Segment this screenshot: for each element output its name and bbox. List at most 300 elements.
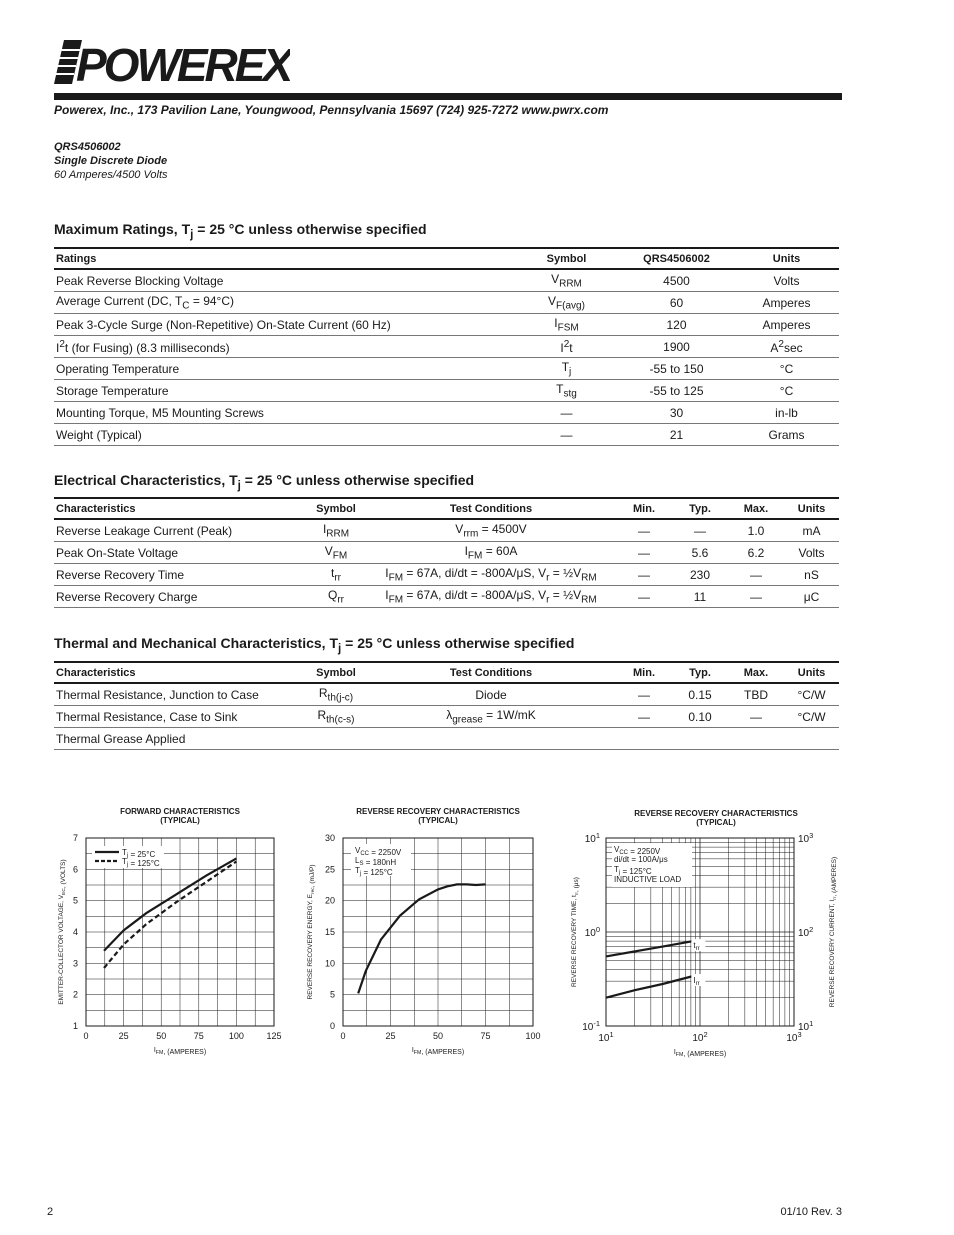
- max-ratings-heading: Maximum Ratings, $T_j = 25$ °C unless otherwise specified: [54, 221, 427, 241]
- test-conditions: [366, 586, 616, 608]
- x-tick-label: 25: [385, 1031, 396, 1041]
- x-tick-label: $10^3$: [786, 1030, 802, 1044]
- y2-tick-label: $10^2$: [798, 925, 814, 939]
- rating-symbol: [514, 424, 619, 446]
- text-fragment: —: [560, 405, 573, 420]
- brand-wordmark: POWEREX: [76, 39, 290, 86]
- chart-title: REVERSE RECOVERY CHARACTERISTICS: [356, 807, 520, 816]
- annotation-text: $T_j = 125^\circ C$: [614, 865, 652, 876]
- text-fragment: V: [548, 293, 557, 308]
- text-fragment: FM: [332, 550, 348, 562]
- y2-axis-label: REVERSE RECOVERY CURRENT, $I_{rr}$, (AMPERES): [829, 856, 838, 1008]
- x-tick-label: 0: [83, 1031, 89, 1041]
- electrical-heading: Electrical Characteristics, $T_j = 25$ °C unless otherwise specified: [54, 472, 475, 492]
- text-fragment: 0.10: [688, 709, 712, 724]
- x-tick-label: 75: [193, 1031, 204, 1041]
- text-fragment: Reverse Leakage Current (Peak): [56, 523, 233, 538]
- y-axis-label: EMITTER-COLLECTOR VOLTAGE, $V_{EC}$, (VOLTS): [58, 859, 67, 1005]
- text-fragment: V: [455, 521, 464, 536]
- characteristic-name: [54, 706, 306, 728]
- characteristic-name: [54, 542, 306, 564]
- rating-unit: [734, 292, 839, 314]
- text-fragment: = 94°C): [189, 293, 234, 308]
- text-fragment: TBD: [744, 687, 768, 702]
- text-fragment: Amperes: [762, 317, 811, 332]
- rating-value: [619, 358, 734, 380]
- company-address: Powerex, Inc., 173 Pavilion Lane, Youngwood, Pennsylvania 15697 (724) 925-7272 www.pwrx.com: [54, 103, 609, 117]
- table-row: [54, 706, 839, 728]
- value-unit: [784, 586, 839, 608]
- thermal-table: [54, 661, 839, 750]
- text-fragment: nS: [804, 567, 819, 582]
- value-max: [728, 683, 784, 706]
- col-header: Units: [784, 662, 839, 683]
- max-ratings-table: [54, 247, 839, 446]
- text-fragment: °C/W: [797, 687, 826, 702]
- text-fragment: I: [385, 587, 389, 602]
- text-fragment: A: [770, 340, 779, 355]
- text-fragment: = 67A, di/dt = -800A/μS, V: [403, 565, 547, 580]
- rating-name: [54, 314, 514, 336]
- x-tick-label: 75: [480, 1031, 491, 1041]
- value-min: [616, 542, 672, 564]
- characteristic-symbol: [306, 683, 366, 706]
- text-fragment: stg: [563, 388, 577, 400]
- series-line-0: [104, 858, 236, 950]
- value-typ: [672, 519, 728, 542]
- rating-value: [619, 269, 734, 292]
- test-conditions: [366, 683, 616, 706]
- text-fragment: th(c-s): [326, 714, 355, 726]
- text-fragment: —: [638, 709, 650, 724]
- text-fragment: th(j-c): [327, 692, 354, 704]
- y-tick-label: 10: [324, 958, 335, 969]
- table-row: [54, 358, 839, 380]
- table-row: [54, 564, 839, 586]
- value-max: [728, 564, 784, 586]
- text-fragment: = 67A, di/dt = -800A/μS, V: [403, 587, 547, 602]
- characteristic-name: [54, 519, 306, 542]
- text-fragment: 120: [666, 317, 687, 332]
- text-fragment: C: [182, 300, 190, 312]
- text-fragment: λ: [446, 707, 453, 722]
- y2-tick-label: $10^1$: [798, 1019, 814, 1033]
- text-fragment: r: [546, 572, 550, 584]
- product-description: Single Discrete Diode: [54, 155, 168, 167]
- text-fragment: —: [750, 709, 762, 724]
- text-fragment: rr: [337, 594, 344, 606]
- text-fragment: Weight (Typical): [56, 427, 142, 442]
- series-label: $I_{rr}$: [693, 976, 700, 988]
- text-fragment: V: [324, 543, 333, 558]
- x-tick-label: 50: [156, 1031, 167, 1041]
- y-tick-label: 4: [72, 927, 78, 937]
- x-tick-label: $10^1$: [598, 1030, 614, 1044]
- col-header: Symbol: [514, 248, 619, 269]
- value-min: [616, 519, 672, 542]
- rating-name: [54, 336, 514, 358]
- value-max: [728, 519, 784, 542]
- col-header: Ratings: [54, 248, 514, 269]
- text-fragment: I: [385, 565, 389, 580]
- value-unit: [784, 564, 839, 586]
- annotation-text: di/dt = 100A/μs: [614, 855, 668, 864]
- revision-label: 01/10 Rev. 3: [780, 1206, 842, 1218]
- characteristic-name: [54, 564, 306, 586]
- annotation-text: $L_S = 180nH$: [355, 856, 397, 867]
- text-fragment: Thermal Grease Applied: [56, 731, 186, 746]
- text-fragment: 5.6: [691, 545, 709, 560]
- col-header: Max.: [728, 662, 784, 683]
- text-fragment: —: [694, 523, 706, 538]
- col-header: Min.: [616, 662, 672, 683]
- y-tick-label: 30: [324, 833, 335, 843]
- text-fragment: = ½V: [549, 565, 582, 580]
- text-fragment: °C: [779, 383, 794, 398]
- text-fragment: Peak On-State Voltage: [56, 545, 179, 560]
- text-fragment: j: [569, 366, 572, 378]
- text-fragment: 30: [669, 405, 684, 420]
- col-header: Max.: [728, 498, 784, 519]
- rating-value: [619, 424, 734, 446]
- text-fragment: Grams: [768, 427, 805, 442]
- col-header: Symbol: [306, 662, 366, 683]
- y-tick-label: $10^0$: [584, 925, 600, 939]
- legend-label: $T_j = 25^\circ C$: [122, 848, 156, 859]
- value-typ: [672, 564, 728, 586]
- col-header: Typ.: [672, 662, 728, 683]
- col-header: Typ.: [672, 498, 728, 519]
- text-fragment: rrm: [463, 528, 479, 540]
- text-fragment: R: [318, 685, 328, 700]
- value-typ: [672, 706, 728, 728]
- value-max: [728, 706, 784, 728]
- rating-value: [619, 402, 734, 424]
- text-fragment: t: [569, 340, 573, 355]
- text-fragment: grease: [452, 714, 483, 726]
- series-label: $t_{rr}$: [693, 941, 700, 953]
- text-fragment: —: [638, 523, 650, 538]
- text-fragment: —: [560, 427, 573, 442]
- text-fragment: FM: [388, 594, 404, 606]
- rating-value: [619, 314, 734, 336]
- table-row: [54, 314, 839, 336]
- value-min: [616, 564, 672, 586]
- text-fragment: = 4500V: [478, 521, 527, 536]
- rating-unit: [734, 269, 839, 292]
- rating-name: [54, 380, 514, 402]
- text-fragment: I: [554, 315, 558, 330]
- col-header: Symbol: [306, 498, 366, 519]
- text-fragment: 2: [563, 338, 570, 350]
- legend-label: $T_j = 125^\circ C$: [122, 857, 160, 868]
- characteristic-symbol: [306, 564, 366, 586]
- text-fragment: FM: [467, 550, 483, 562]
- chart-subtitle: (TYPICAL): [160, 816, 200, 825]
- text-fragment: FM: [388, 572, 404, 584]
- reverse-recovery-time-chart: [566, 800, 846, 1060]
- characteristic-symbol: [306, 706, 366, 728]
- y-axis-label: REVERSE RECOVERY ENERGY, $E_{rec}$, (mJ/P): [307, 864, 316, 1000]
- value-typ: [672, 542, 728, 564]
- part-number: QRS4506002: [54, 141, 121, 153]
- y-tick-label: 2: [72, 989, 78, 1000]
- text-fragment: Diode: [475, 687, 507, 702]
- product-rating: 60 Amperes/4500 Volts: [54, 169, 168, 181]
- electrical-table: [54, 497, 839, 608]
- text-fragment: —: [750, 567, 762, 582]
- text-fragment: 21: [669, 427, 684, 442]
- text-fragment: FSM: [557, 322, 579, 334]
- y-tick-label: 20: [324, 895, 335, 906]
- rating-value: [619, 380, 734, 402]
- test-conditions: [366, 564, 616, 586]
- rating-symbol: [514, 336, 619, 358]
- rating-symbol: [514, 292, 619, 314]
- annotation-text: INDUCTIVE LOAD: [614, 875, 682, 884]
- text-fragment: T: [556, 381, 564, 396]
- text-fragment: Operating Temperature: [56, 361, 180, 376]
- thermal-rows: [54, 683, 839, 750]
- text-fragment: = ½V: [549, 587, 582, 602]
- page-number: 2: [47, 1206, 54, 1218]
- table-row: [54, 292, 839, 314]
- text-fragment: rr: [334, 572, 341, 584]
- value-unit: [784, 706, 839, 728]
- text-fragment: in-lb: [775, 405, 798, 420]
- table-row: [54, 519, 839, 542]
- annotation-text: $V_{CC} = 2250V$: [614, 845, 661, 856]
- text-fragment: RM: [581, 572, 597, 584]
- test-conditions: [366, 706, 616, 728]
- rating-value: [619, 336, 734, 358]
- text-fragment: Storage Temperature: [56, 383, 169, 398]
- rating-unit: [734, 314, 839, 336]
- forward-characteristics-chart: [54, 800, 300, 1060]
- text-fragment: Mounting Torque, M5 Mounting Screws: [56, 405, 264, 420]
- table-row: [54, 586, 839, 608]
- text-fragment: = 60A: [482, 543, 518, 558]
- text-fragment: -55 to 150: [649, 361, 704, 376]
- chart-title: REVERSE RECOVERY CHARACTERISTICS: [634, 809, 798, 818]
- text-fragment: 11: [693, 589, 707, 604]
- thermal-heading: Thermal and Mechanical Characteristics, $T_j = 25$ °C unless otherwise specified: [54, 635, 575, 655]
- text-fragment: sec: [783, 340, 803, 355]
- y-tick-label: 6: [72, 864, 78, 875]
- col-header: Characteristics: [54, 498, 306, 519]
- characteristic-name: [54, 586, 306, 608]
- text-fragment: I: [56, 340, 60, 355]
- x-axis-label: $I_{FM}$, (AMPERES): [673, 1049, 727, 1058]
- x-axis-label: $I_{FM}$, (AMPERES): [411, 1047, 465, 1056]
- text-fragment: Peak Reverse Blocking Voltage: [56, 273, 224, 288]
- text-fragment: μC: [803, 589, 820, 604]
- text-fragment: Amperes: [762, 295, 811, 310]
- text-fragment: V: [551, 271, 560, 286]
- value-min: [616, 706, 672, 728]
- chart-subtitle: (TYPICAL): [418, 816, 458, 825]
- text-fragment: I: [464, 543, 468, 558]
- y-tick-label: 3: [72, 958, 78, 969]
- product-block: [54, 140, 168, 182]
- text-fragment: Thermal Resistance, Case to Sink: [56, 709, 238, 724]
- text-fragment: Average Current (DC, T: [56, 293, 183, 308]
- rating-unit: [734, 424, 839, 446]
- text-fragment: RRM: [559, 278, 582, 290]
- rating-unit: [734, 402, 839, 424]
- rating-unit: [734, 358, 839, 380]
- y-tick-label: 5: [329, 989, 335, 1000]
- value-unit: [784, 683, 839, 706]
- rating-symbol: [514, 358, 619, 380]
- y-tick-label: 1: [72, 1021, 78, 1031]
- text-fragment: Volts: [798, 545, 825, 560]
- reverse-recovery-energy-chart: [303, 800, 551, 1060]
- value-typ: [672, 586, 728, 608]
- text-fragment: Reverse Recovery Charge: [56, 589, 198, 604]
- text-fragment: Q: [327, 587, 338, 602]
- rating-symbol: [514, 314, 619, 336]
- col-header: Test Conditions: [366, 662, 616, 683]
- rating-symbol: [514, 380, 619, 402]
- col-header: Min.: [616, 498, 672, 519]
- col-header: QRS4506002: [619, 248, 734, 269]
- text-fragment: t (for Fusing) (8.3 milliseconds): [64, 340, 230, 355]
- text-fragment: r: [546, 594, 550, 606]
- characteristic-symbol: [306, 542, 366, 564]
- text-fragment: °C: [779, 361, 794, 376]
- x-tick-label: 25: [118, 1031, 129, 1041]
- text-fragment: Volts: [773, 273, 800, 288]
- y-tick-label: $10^{-1}$: [582, 1019, 600, 1033]
- annotation-text: $V_{CC} = 2250V$: [355, 846, 402, 857]
- x-tick-label: 100: [228, 1031, 244, 1041]
- series-line-1: [104, 862, 236, 969]
- text-fragment: 1.0: [747, 523, 765, 538]
- rating-name: [54, 358, 514, 380]
- annotation-text: $T_j = 125^\circ C$: [355, 866, 393, 877]
- text-fragment: °C/W: [797, 709, 826, 724]
- col-header: Units: [734, 248, 839, 269]
- y-tick-label: 7: [72, 833, 78, 843]
- text-fragment: 1900: [663, 339, 690, 354]
- text-fragment: T: [561, 359, 570, 374]
- rating-symbol: [514, 269, 619, 292]
- col-header: Units: [784, 498, 839, 519]
- y-tick-label: 0: [329, 1021, 335, 1031]
- y2-tick-label: $10^3$: [798, 831, 814, 845]
- col-header: Test Conditions: [366, 498, 616, 519]
- y-tick-label: 25: [324, 864, 335, 875]
- x-tick-label: 50: [432, 1031, 444, 1041]
- text-fragment: Peak 3-Cycle Surge (Non-Repetitive) On-State Current (60 Hz): [56, 317, 391, 332]
- y-axis-label: REVERSE RECOVERY TIME, $t_{rr}$, (μs): [571, 877, 580, 987]
- characteristic-name: [54, 683, 306, 706]
- x-axis-label: $I_{FM}$, (AMPERES): [153, 1047, 207, 1056]
- table-row: [54, 683, 839, 706]
- note-row: [54, 728, 839, 750]
- text-fragment: = 1W/mK: [482, 707, 536, 722]
- text-fragment: 6.2: [747, 545, 765, 560]
- rating-name: [54, 402, 514, 424]
- col-header: Characteristics: [54, 662, 306, 683]
- powerex-logo: [54, 38, 290, 86]
- text-fragment: 2: [778, 338, 784, 350]
- table-row: [54, 380, 839, 402]
- value-max: [728, 586, 784, 608]
- y-tick-label: 15: [324, 927, 335, 937]
- series-line-0: [606, 941, 693, 956]
- value-unit: [784, 542, 839, 564]
- text-fragment: I: [560, 340, 564, 355]
- x-tick-label: 125: [266, 1031, 282, 1041]
- text-fragment: —: [638, 687, 650, 702]
- text-fragment: 230: [689, 567, 711, 582]
- text-fragment: 2: [59, 338, 65, 350]
- value-unit: [784, 519, 839, 542]
- text-fragment: 4500: [663, 273, 690, 288]
- rating-unit: [734, 380, 839, 402]
- text-fragment: —: [638, 545, 650, 560]
- value-min: [616, 683, 672, 706]
- text-fragment: t: [330, 565, 335, 580]
- table-row: [54, 269, 839, 292]
- electrical-rows: [54, 519, 839, 608]
- text-fragment: R: [317, 707, 327, 722]
- rating-name: [54, 292, 514, 314]
- text-fragment: RM: [581, 594, 597, 606]
- table-row: [54, 542, 839, 564]
- x-tick-label: 100: [525, 1031, 541, 1041]
- x-tick-label: $10^2$: [692, 1030, 708, 1044]
- text-fragment: RRM: [326, 528, 350, 540]
- text-fragment: I: [322, 521, 327, 536]
- chart-subtitle: (TYPICAL): [696, 818, 736, 827]
- rating-name: [54, 424, 514, 446]
- rating-value: [619, 292, 734, 314]
- rating-symbol: [514, 402, 619, 424]
- value-min: [616, 586, 672, 608]
- text-fragment: —: [638, 567, 650, 582]
- y-tick-label: 5: [72, 895, 78, 906]
- test-conditions: [366, 542, 616, 564]
- text-fragment: 0.15: [688, 687, 712, 702]
- header-rule: [54, 93, 842, 100]
- y-tick-label: $10^1$: [584, 831, 600, 845]
- characteristic-symbol: [306, 586, 366, 608]
- text-fragment: Thermal Resistance, Junction to Case: [56, 687, 259, 702]
- text-fragment: Reverse Recovery Time: [56, 567, 185, 582]
- text-fragment: —: [750, 589, 762, 604]
- rating-unit: [734, 336, 839, 358]
- thermal-note: [54, 728, 839, 750]
- series-line-1: [606, 976, 693, 998]
- x-tick-label: 0: [340, 1031, 346, 1041]
- test-conditions: [366, 519, 616, 542]
- table-row: [54, 336, 839, 358]
- text-fragment: mA: [802, 523, 821, 538]
- table-row: [54, 402, 839, 424]
- text-fragment: F(avg): [556, 300, 585, 312]
- chart-title: FORWARD CHARACTERISTICS: [120, 807, 240, 816]
- text-fragment: —: [638, 589, 650, 604]
- value-typ: [672, 683, 728, 706]
- text-fragment: -55 to 125: [649, 383, 704, 398]
- max-ratings-rows: [54, 269, 839, 446]
- value-max: [728, 542, 784, 564]
- text-fragment: 60: [669, 295, 684, 310]
- characteristic-symbol: [306, 519, 366, 542]
